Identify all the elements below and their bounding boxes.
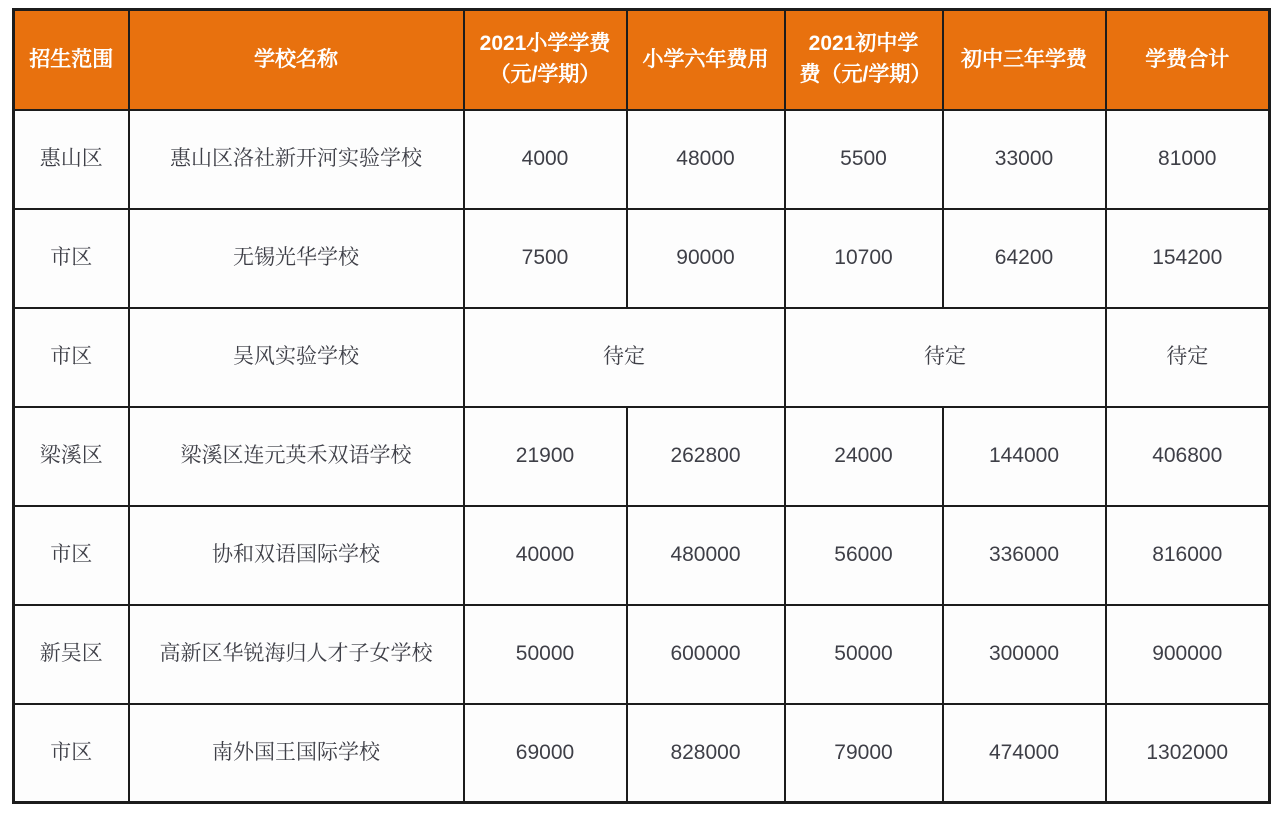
fee-cell: 81000: [1106, 110, 1270, 209]
fee-cell: 5500: [785, 110, 943, 209]
region-cell: 新吴区: [14, 605, 129, 704]
fee-cell: 64200: [943, 209, 1106, 308]
fee-cell: 600000: [627, 605, 785, 704]
school-name-cell: 南外国王国际学校: [129, 704, 464, 803]
fee-cell: 40000: [464, 506, 627, 605]
column-header: 学费合计: [1106, 10, 1270, 110]
region-cell: 市区: [14, 704, 129, 803]
column-header: 学校名称: [129, 10, 464, 110]
table-row: [14, 308, 1270, 407]
column-header: 小学六年费用: [627, 10, 785, 110]
fee-cell: 300000: [943, 605, 1106, 704]
region-cell: 惠山区: [14, 110, 129, 209]
school-name-cell: 梁溪区连元英禾双语学校: [129, 407, 464, 506]
fee-cell: 900000: [1106, 605, 1270, 704]
fee-cell: 33000: [943, 110, 1106, 209]
region-cell: 梁溪区: [14, 407, 129, 506]
fee-cell: 144000: [943, 407, 1106, 506]
fee-cell: 816000: [1106, 506, 1270, 605]
region-cell: 市区: [14, 209, 129, 308]
column-header: 招生范围: [14, 10, 129, 110]
fee-cell: 4000: [464, 110, 627, 209]
table-row: [14, 209, 1270, 308]
fee-cell: 79000: [785, 704, 943, 803]
column-header: 2021初中学费（元/学期）: [785, 10, 943, 110]
school-name-cell: 无锡光华学校: [129, 209, 464, 308]
school-name-cell: 高新区华锐海归人才子女学校: [129, 605, 464, 704]
header-row: [14, 10, 1270, 110]
school-name-cell: 吴风实验学校: [129, 308, 464, 407]
fee-cell: 336000: [943, 506, 1106, 605]
fee-cell: 21900: [464, 407, 627, 506]
fee-cell: 待定: [464, 308, 785, 407]
table-header: [14, 10, 1270, 110]
fee-cell: 待定: [1106, 308, 1270, 407]
fee-cell: 69000: [464, 704, 627, 803]
fee-cell: 待定: [785, 308, 1106, 407]
school-name-cell: 惠山区洛社新开河实验学校: [129, 110, 464, 209]
fee-cell: 90000: [627, 209, 785, 308]
school-fees-table: [12, 8, 1271, 804]
fee-cell: 48000: [627, 110, 785, 209]
table-row: [14, 110, 1270, 209]
table-row: [14, 605, 1270, 704]
table-row: [14, 407, 1270, 506]
column-header: 2021小学学费（元/学期）: [464, 10, 627, 110]
fee-cell: 474000: [943, 704, 1106, 803]
fee-cell: 828000: [627, 704, 785, 803]
table-row: [14, 704, 1270, 803]
table-row: [14, 506, 1270, 605]
school-name-cell: 协和双语国际学校: [129, 506, 464, 605]
table-body: [14, 110, 1270, 803]
fee-cell: 406800: [1106, 407, 1270, 506]
column-header: 初中三年学费: [943, 10, 1106, 110]
fee-cell: 50000: [464, 605, 627, 704]
fee-cell: 10700: [785, 209, 943, 308]
fee-cell: 56000: [785, 506, 943, 605]
fee-cell: 1302000: [1106, 704, 1270, 803]
fee-cell: 24000: [785, 407, 943, 506]
region-cell: 市区: [14, 506, 129, 605]
fee-cell: 262800: [627, 407, 785, 506]
region-cell: 市区: [14, 308, 129, 407]
fee-cell: 50000: [785, 605, 943, 704]
fee-cell: 7500: [464, 209, 627, 308]
fee-cell: 480000: [627, 506, 785, 605]
fee-cell: 154200: [1106, 209, 1270, 308]
